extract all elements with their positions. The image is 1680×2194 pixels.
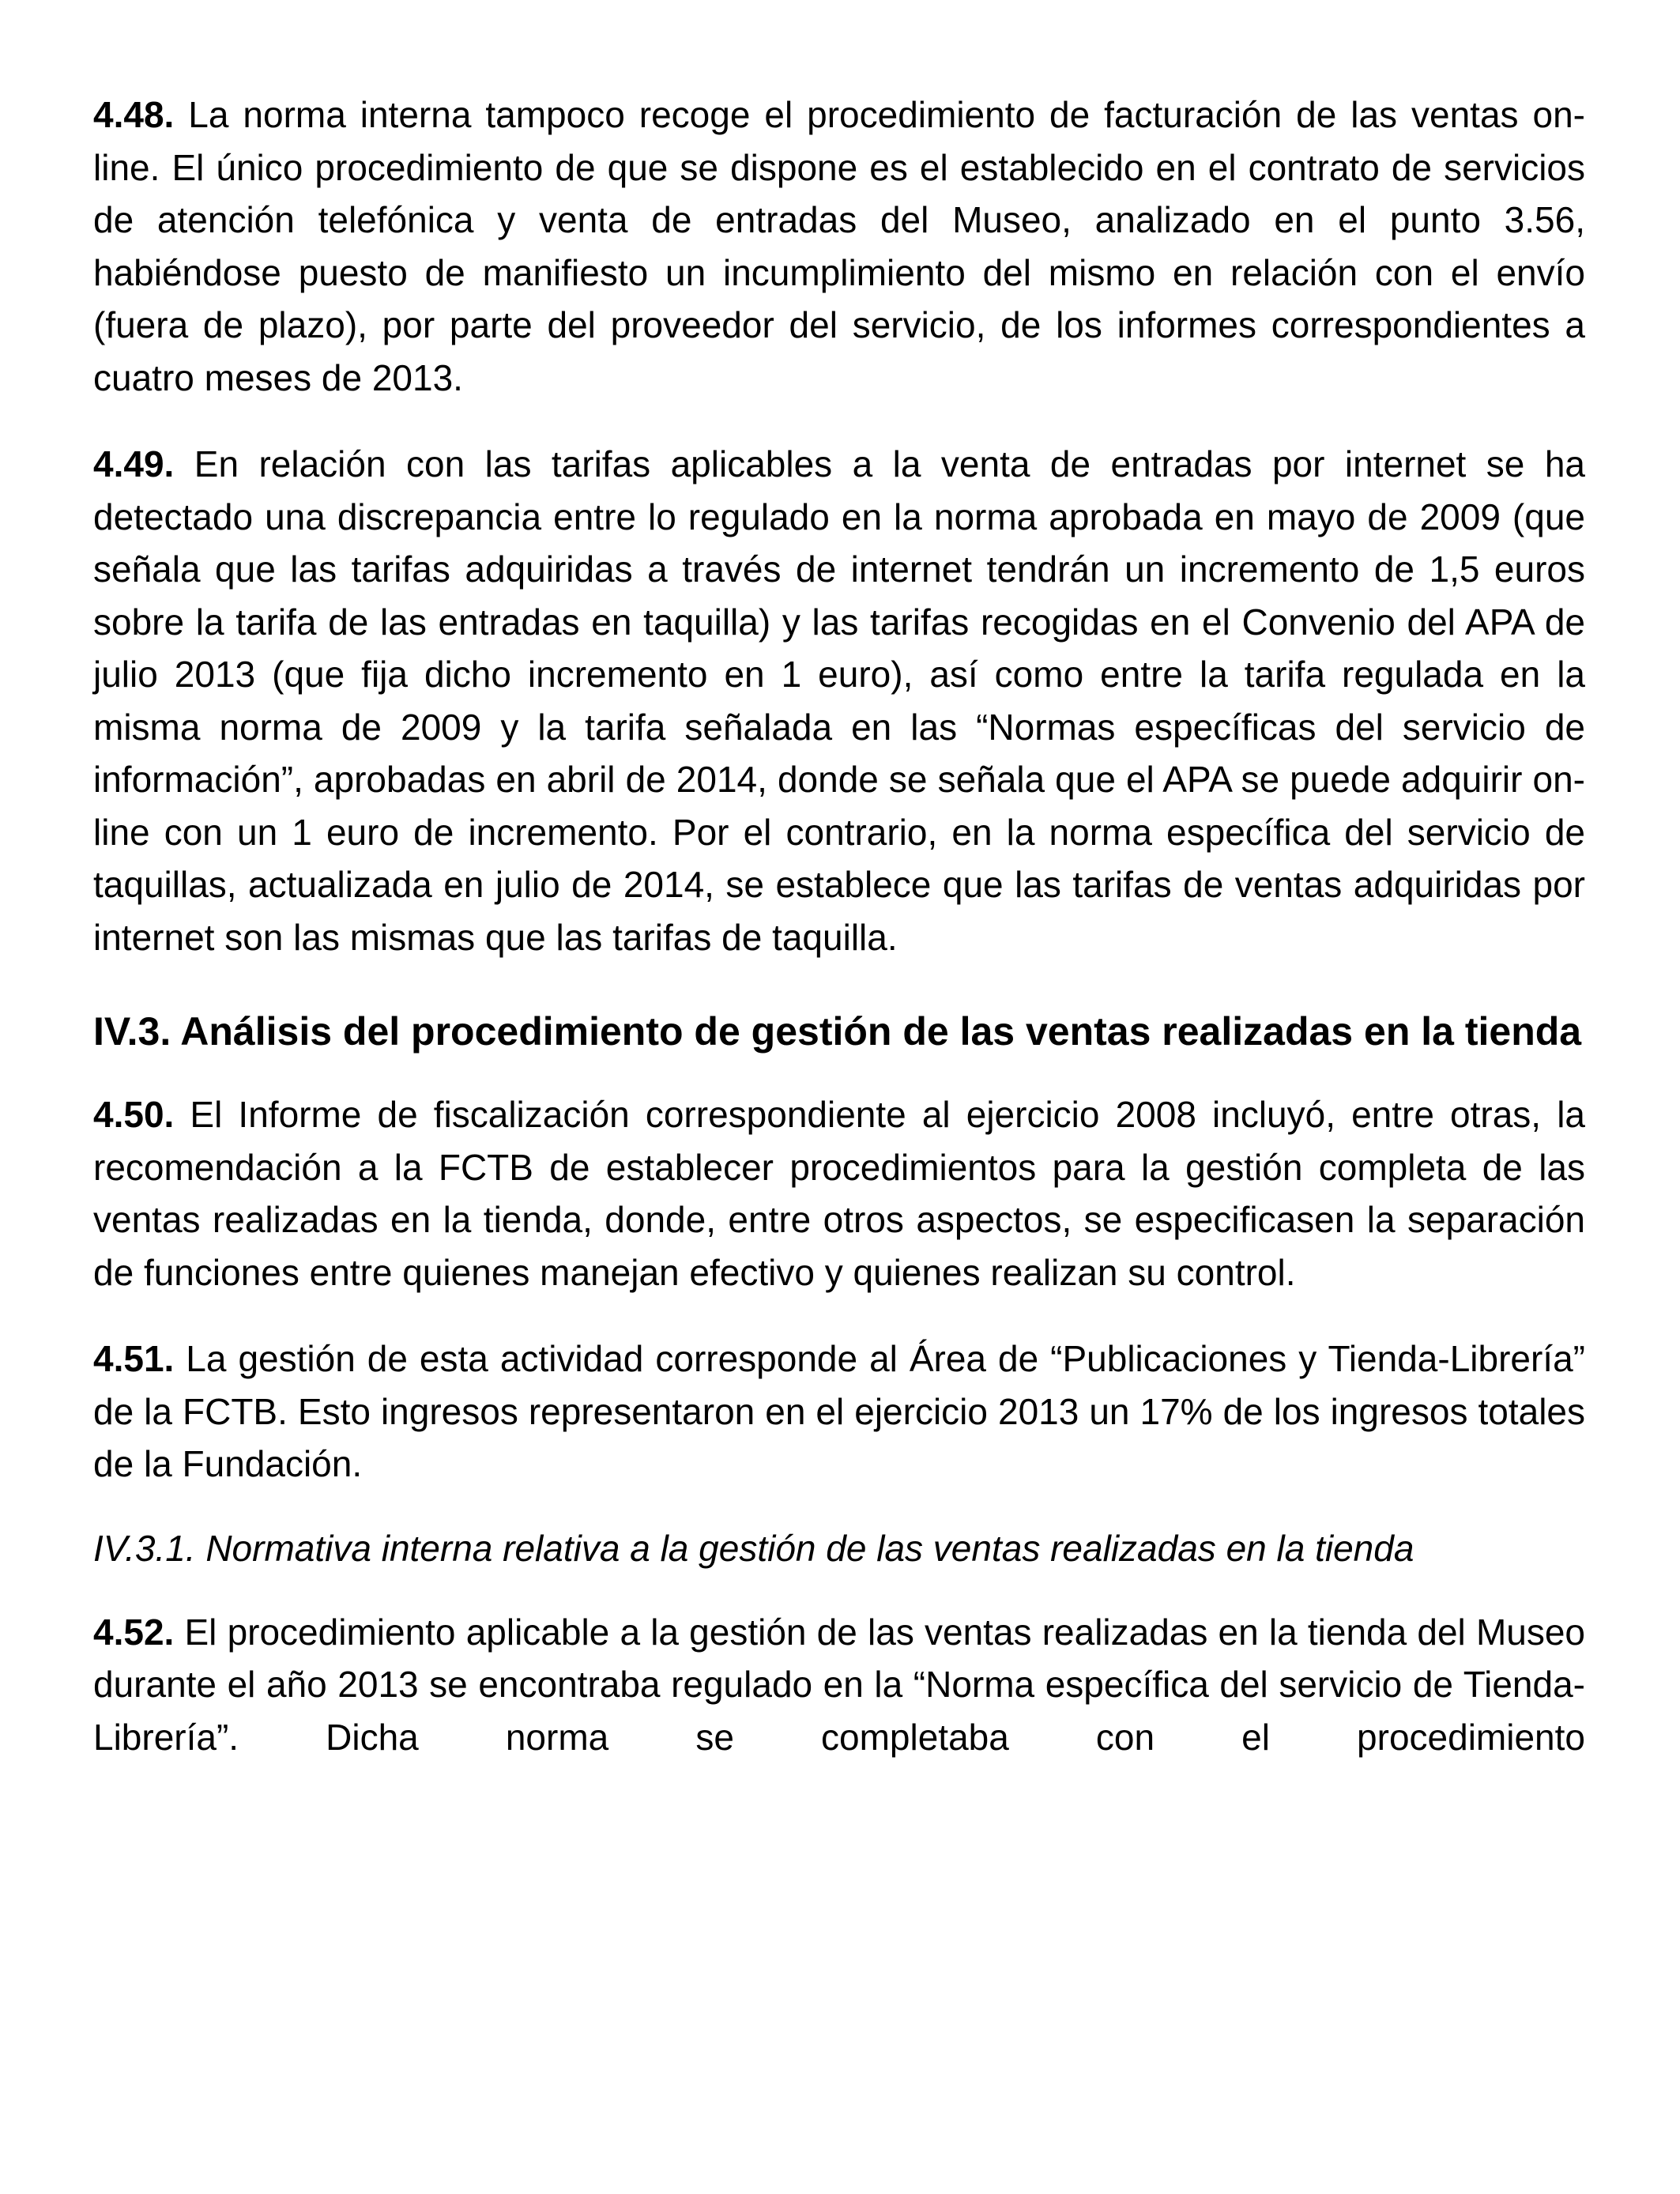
paragraph-text: La gestión de esta actividad corresponde al Área de “Publicaciones y Tienda-Librería” de la FCTB. Esto ingresos representaron en el ejercicio 2013 un 17% de los ingresos totales de la Fundación. bbox=[93, 1338, 1585, 1484]
section-heading: IV.3. Análisis del procedimiento de gestión de las ventas realizadas en la tienda bbox=[93, 1009, 1582, 1054]
document-page bbox=[93, 89, 1585, 1763]
paragraph-4-48 bbox=[93, 89, 1585, 404]
paragraph-text: La norma interna tampoco recoge el procedimiento de facturación de las ventas on-line. El único procedimiento de que se dispone es el establecido en el contrato de servicios de atención telefónica y venta de entradas del Museo, analizado en el punto 3.56, habiéndose puesto de manifiesto un incumplimiento del mismo en relación con el envío (fuera de plazo), por parte del proveedor del servicio, de los informes correspondientes a cuatro meses de 2013. bbox=[93, 94, 1585, 398]
paragraph-4-52 bbox=[93, 1606, 1585, 1764]
paragraph-number: 4.49. bbox=[93, 443, 175, 484]
paragraph-text: El Informe de fiscalización correspondiente al ejercicio 2008 incluyó, entre otras, la recomendación a la FCTB de establecer procedimientos para la gestión completa de las ventas realizadas en la tienda, donde, entre otros aspectos, se especificasen la separación de funciones entre quienes manejan efectivo y quienes realizan su control. bbox=[93, 1094, 1585, 1293]
paragraph-number: 4.48. bbox=[93, 94, 175, 135]
subsection-heading: IV.3.1. Normativa interna relativa a la gestión de las ventas realizadas en la tienda bbox=[93, 1527, 1414, 1569]
paragraph-4-51 bbox=[93, 1333, 1585, 1491]
paragraph-number: 4.50. bbox=[93, 1094, 175, 1135]
paragraph-text: En relación con las tarifas aplicables a la venta de entradas por internet se ha detectado una discrepancia entre lo regulado en la norma aprobada en mayo de 2009 (que señala que las tarifas adquiridas a través de internet tendrán un incremento de 1,5 euros sobre la tarifa de las entradas en taquilla) y las tarifas recogidas en el Convenio del APA de julio 2013 (que fija dicho incremento en 1 euro), así como entre la tarifa regulada en la misma norma de 2009 y la tarifa señalada en las “Normas específicas del servicio de información”, aprobadas en abril de 2014, donde se señala que el APA se puede adquirir on-line con un 1 euro de incremento. Por el contrario, en la norma específica del servicio de taquillas, actualizada en julio de 2014, se establece que las tarifas de ventas adquiridas por internet son las mismas que las tarifas de taquilla. bbox=[93, 443, 1585, 958]
paragraph-number: 4.52. bbox=[93, 1611, 175, 1653]
paragraph-number: 4.51. bbox=[93, 1338, 175, 1379]
paragraph-4-49 bbox=[93, 438, 1585, 963]
paragraph-text: El procedimiento aplicable a la gestión de las ventas realizadas en la tienda del Museo durante el año 2013 se encontraba regulado en la “Norma específica del servicio de Tienda-Librería”. Dicha norma se completaba con el procedimiento bbox=[93, 1611, 1586, 1758]
paragraph-4-50 bbox=[93, 1088, 1585, 1299]
